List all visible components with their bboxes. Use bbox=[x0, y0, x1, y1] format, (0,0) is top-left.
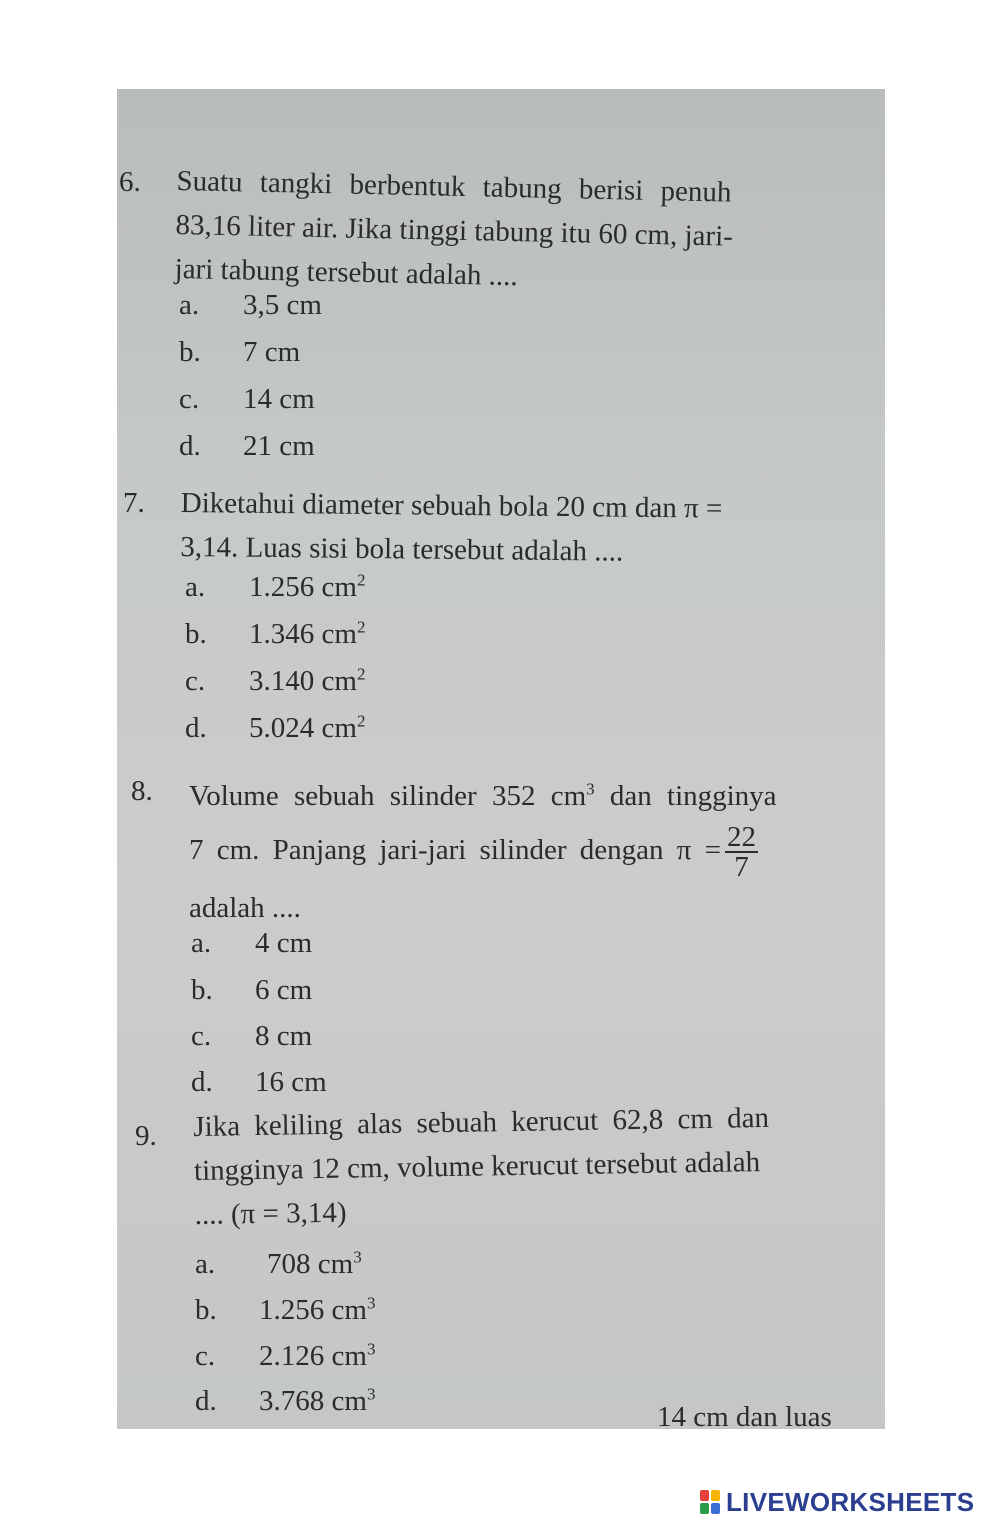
option-value: 16 cm bbox=[255, 1066, 327, 1098]
fraction-denominator: 7 bbox=[734, 851, 749, 884]
brand-name: LIVEWORKSHEETS bbox=[726, 1486, 975, 1517]
question-number: 9. bbox=[135, 1120, 157, 1152]
option-letter: a. bbox=[185, 571, 206, 603]
option-letter: b. bbox=[179, 336, 201, 368]
option-b bbox=[179, 336, 300, 369]
option-value: 14 cm bbox=[243, 383, 315, 415]
option-a bbox=[195, 1248, 362, 1281]
question-line: 83,16 liter air. Jika tinggi tabung itu 60 cm, jari- bbox=[175, 208, 734, 253]
option-value: 1.256 cm bbox=[249, 571, 357, 603]
option-b bbox=[195, 1294, 375, 1327]
question-number: 8. bbox=[131, 775, 153, 807]
option-value: 3.140 cm bbox=[249, 665, 357, 697]
option-letter: d. bbox=[195, 1385, 217, 1417]
question-text bbox=[189, 769, 777, 935]
option-exponent: 3 bbox=[366, 1339, 376, 1359]
option-c bbox=[179, 383, 315, 416]
option-a bbox=[185, 571, 365, 604]
option-exponent: 2 bbox=[356, 617, 366, 637]
logo-square bbox=[711, 1490, 720, 1501]
pi-fraction bbox=[725, 821, 758, 884]
option-letter: a. bbox=[179, 289, 200, 321]
option-d bbox=[195, 1385, 375, 1418]
option-letter: c. bbox=[195, 1340, 216, 1372]
option-value: 8 cm bbox=[255, 1020, 313, 1052]
option-a bbox=[191, 927, 312, 960]
question-line: 3,14. Luas sisi bola tersebut adalah .... bbox=[180, 530, 624, 568]
option-letter: a. bbox=[191, 927, 212, 959]
option-a bbox=[179, 289, 322, 322]
liveworksheets-icon bbox=[700, 1489, 722, 1515]
question-line: Suatu tangki berbentuk tabung berisi penuh bbox=[176, 164, 732, 209]
worksheet-photo bbox=[117, 89, 885, 1429]
option-value: 3,5 cm bbox=[243, 289, 322, 321]
option-c bbox=[185, 665, 365, 698]
liveworksheets-logo bbox=[700, 1487, 974, 1517]
option-d bbox=[191, 1066, 327, 1099]
question-line bbox=[189, 821, 777, 884]
option-letter: d. bbox=[191, 1066, 213, 1098]
option-b bbox=[191, 974, 312, 1007]
option-d bbox=[179, 430, 315, 463]
question-text bbox=[180, 481, 722, 575]
option-value: 1.256 cm bbox=[259, 1294, 367, 1326]
option-letter: c. bbox=[179, 383, 200, 415]
option-c bbox=[195, 1340, 375, 1373]
option-value: 2.126 cm bbox=[259, 1340, 367, 1372]
option-value: 6 cm bbox=[255, 974, 313, 1006]
question-line-part: dan tingginya bbox=[594, 780, 777, 812]
option-letter: d. bbox=[179, 430, 201, 462]
option-exponent: 2 bbox=[356, 711, 366, 731]
question-text bbox=[193, 1096, 771, 1237]
question-line: .... (π = 3,14) bbox=[194, 1196, 347, 1231]
option-letter: b. bbox=[195, 1294, 217, 1326]
question-number: 7. bbox=[123, 487, 145, 519]
option-value: 708 cm bbox=[267, 1248, 354, 1280]
option-b bbox=[185, 618, 365, 651]
logo-square bbox=[700, 1503, 709, 1514]
question-exponent: 3 bbox=[586, 779, 595, 799]
option-value: 21 cm bbox=[243, 430, 315, 462]
question-line: adalah .... bbox=[189, 892, 301, 925]
question-line: Diketahui diameter sebuah bola 20 cm dan π = bbox=[180, 486, 723, 525]
question-line-part: 7 cm. Panjang jari-jari silinder dengan π = bbox=[189, 834, 722, 866]
option-value: 1.346 cm bbox=[249, 618, 357, 650]
option-c bbox=[191, 1020, 312, 1053]
option-d bbox=[185, 712, 365, 745]
option-letter: d. bbox=[185, 712, 207, 744]
option-exponent: 3 bbox=[366, 1384, 376, 1404]
option-letter: b. bbox=[185, 618, 207, 650]
cut-off-next-question: 14 cm dan luas bbox=[657, 1401, 832, 1429]
question-line bbox=[189, 769, 777, 823]
option-exponent: 2 bbox=[356, 570, 366, 590]
question-line: Jika keliling alas sebuah kerucut 62,8 cm dan bbox=[193, 1101, 770, 1143]
logo-square bbox=[700, 1490, 709, 1501]
option-exponent: 2 bbox=[356, 664, 366, 684]
worksheet-page bbox=[117, 89, 885, 1429]
option-letter: c. bbox=[191, 1020, 212, 1052]
question-text bbox=[174, 159, 734, 303]
option-exponent: 3 bbox=[366, 1293, 376, 1313]
logo-square bbox=[711, 1503, 720, 1514]
option-value: 3.768 cm bbox=[259, 1385, 367, 1417]
question-line-part: Volume sebuah silinder 352 cm bbox=[189, 780, 587, 812]
option-value: 7 cm bbox=[243, 336, 301, 368]
option-letter: a. bbox=[195, 1248, 216, 1280]
option-value: 5.024 cm bbox=[249, 712, 357, 744]
question-line: jari tabung tersebut adalah .... bbox=[174, 252, 519, 293]
option-value: 4 cm bbox=[255, 927, 313, 959]
option-letter: c. bbox=[185, 665, 206, 697]
question-number: 6. bbox=[119, 166, 141, 198]
option-letter: b. bbox=[191, 974, 213, 1006]
question-line: tingginya 12 cm, volume kerucut tersebut adalah bbox=[193, 1146, 761, 1187]
option-exponent: 3 bbox=[353, 1247, 362, 1267]
fraction-numerator: 22 bbox=[727, 821, 757, 854]
